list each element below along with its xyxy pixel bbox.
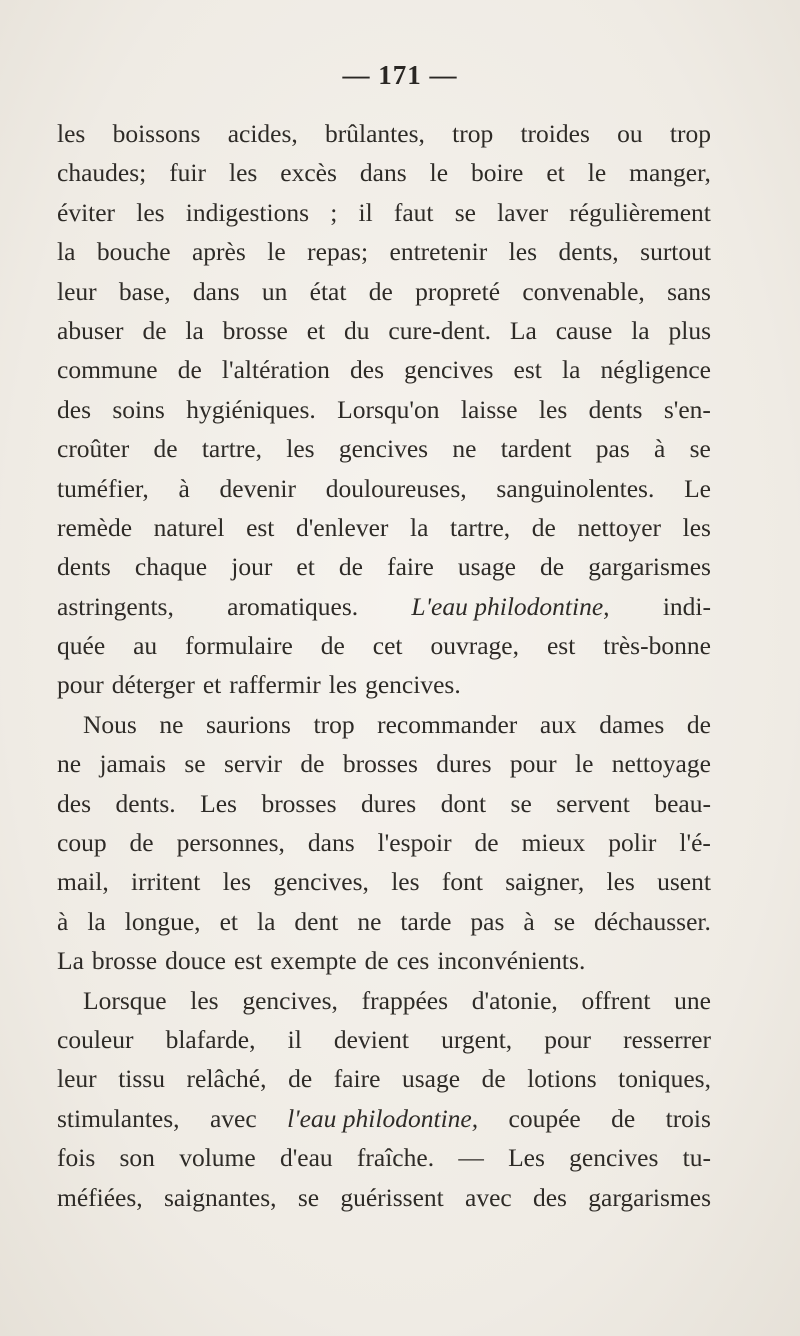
word: de	[686, 709, 711, 739]
word: aux	[539, 709, 577, 739]
word: La	[57, 946, 84, 976]
word: la	[410, 512, 429, 542]
word: brûlantes,	[325, 119, 425, 148]
word: recommander	[377, 709, 518, 739]
word: boissons	[112, 119, 201, 148]
word: excès	[280, 158, 337, 188]
word: ne	[159, 709, 184, 739]
word: servent	[556, 788, 630, 818]
text-line	[57, 823, 711, 862]
word: les	[228, 158, 258, 188]
word: repas;	[307, 237, 369, 267]
word: leur	[57, 1064, 97, 1094]
word: surtout	[640, 237, 711, 267]
word: Les	[508, 1143, 545, 1173]
word: dans	[307, 828, 355, 858]
word: de	[531, 512, 556, 542]
word: de	[320, 631, 345, 661]
word: pas	[470, 906, 505, 936]
word: devient	[333, 1024, 409, 1054]
word: méfiées,	[57, 1182, 143, 1212]
word: se	[297, 1182, 320, 1212]
word: ;	[330, 197, 338, 227]
text-line	[57, 114, 711, 153]
word: trop	[452, 119, 494, 148]
word: de	[540, 552, 565, 582]
word: avec	[465, 1182, 512, 1212]
word: gargarismes	[588, 552, 711, 582]
word: les	[190, 985, 219, 1015]
word: fraîche.	[356, 1143, 435, 1173]
word: faire	[387, 552, 434, 582]
text-line	[57, 390, 711, 429]
word: régulièrement	[569, 197, 711, 227]
word: La	[509, 315, 537, 345]
word: et	[546, 158, 565, 188]
word: toniques,	[618, 1064, 711, 1094]
word: dames	[599, 709, 665, 739]
word: lotions	[527, 1064, 597, 1094]
word: indi-	[662, 591, 711, 621]
word: pour	[57, 670, 104, 700]
word: polir	[608, 828, 657, 858]
page-body-text	[57, 114, 711, 1217]
word: usent	[657, 867, 711, 897]
word: mieux	[521, 828, 586, 858]
word: après	[191, 237, 246, 267]
word: se	[510, 788, 532, 818]
word: les	[286, 434, 315, 464]
word: jamais	[99, 749, 167, 779]
word: troides	[520, 119, 590, 148]
word: la	[256, 906, 276, 936]
word: l'é-	[679, 828, 711, 858]
word: dans	[192, 276, 240, 306]
word: laisse	[460, 394, 518, 424]
word: très-bonne	[603, 631, 711, 661]
word: Les	[200, 788, 237, 818]
text-line	[57, 193, 711, 232]
word: au	[133, 631, 158, 661]
word: gencives,	[273, 867, 369, 897]
text-line	[57, 272, 711, 311]
word: brosses	[342, 749, 418, 779]
word: font	[441, 867, 483, 897]
word: les	[391, 867, 420, 897]
word: et	[306, 315, 326, 345]
text-line	[57, 626, 711, 665]
text-line	[57, 429, 711, 468]
word: tu-	[682, 1143, 711, 1173]
word: Lorsqu'on	[337, 394, 440, 424]
word: négligence	[600, 355, 711, 385]
word: le	[429, 158, 449, 188]
word: plus	[668, 315, 711, 345]
word: pour	[544, 1024, 592, 1054]
word: le	[267, 237, 286, 267]
word: les	[328, 670, 358, 700]
word: déterger	[111, 670, 195, 700]
word: se	[553, 906, 576, 936]
word: des	[350, 355, 385, 385]
word: de	[288, 1064, 313, 1094]
word: blafarde,	[165, 1024, 256, 1054]
word: un	[261, 276, 288, 306]
word: trop	[669, 119, 711, 148]
word: chaque	[134, 552, 208, 582]
word: chaudes;	[57, 158, 147, 188]
word: tartre,	[450, 512, 511, 542]
word: les	[508, 237, 537, 267]
word: le	[575, 749, 594, 779]
word: gencives	[569, 1143, 659, 1173]
word: brosse	[222, 315, 288, 345]
word: de	[338, 552, 363, 582]
word: des	[532, 1182, 567, 1212]
word: ces	[396, 946, 430, 976]
word: entretenir	[389, 237, 488, 267]
word: sanguinolentes.	[496, 473, 655, 503]
word: tartre,	[201, 434, 262, 464]
word: se	[184, 749, 206, 779]
text-line	[57, 508, 711, 547]
word: Lorsque	[83, 985, 167, 1015]
word: et	[219, 906, 238, 936]
text-line	[57, 1020, 711, 1059]
word: les	[57, 119, 86, 148]
text-line	[57, 784, 711, 823]
word: tarde	[400, 906, 452, 936]
word: base,	[118, 276, 171, 306]
word: soins	[112, 394, 165, 424]
word: cure-dent.	[388, 315, 492, 345]
word: à	[57, 906, 69, 936]
word: astringents,	[57, 591, 174, 621]
word: nettoyage	[611, 749, 711, 779]
word: de	[129, 828, 154, 858]
word: l'altération	[221, 355, 330, 385]
text-line	[57, 1059, 711, 1098]
word: cause	[555, 315, 613, 345]
word: avec	[209, 1103, 257, 1133]
word: la	[185, 315, 204, 345]
text-line	[57, 547, 711, 586]
word: manger,	[629, 158, 711, 188]
word: —	[458, 1143, 484, 1173]
word: les	[682, 512, 711, 542]
page-number: — 171 —	[342, 60, 458, 90]
word: guérissent	[340, 1182, 444, 1212]
word: ne	[57, 749, 82, 779]
word: convenable,	[522, 276, 645, 306]
word: personnes,	[176, 828, 285, 858]
word: dent	[294, 906, 339, 936]
text-line	[57, 1178, 711, 1217]
word: douloureuses,	[325, 473, 467, 503]
text-line	[57, 1138, 711, 1177]
word: trop	[313, 709, 355, 739]
word: cet	[372, 631, 403, 661]
text-line	[57, 232, 711, 271]
word: gencives	[338, 434, 429, 464]
word: offrent	[581, 985, 651, 1015]
word: est	[513, 355, 542, 385]
text-line	[57, 153, 711, 192]
word: dents,	[558, 237, 619, 267]
word: son	[119, 1143, 155, 1173]
word: est	[233, 946, 263, 976]
word: de	[481, 1064, 506, 1094]
word: leur	[57, 276, 97, 306]
word: pas	[595, 434, 630, 464]
word: de	[474, 828, 499, 858]
word: dures	[436, 749, 492, 779]
word: la	[631, 315, 650, 345]
word: d'eau	[279, 1143, 333, 1173]
word: irritent	[131, 867, 201, 897]
word: brosse	[91, 946, 158, 976]
word: abuser	[57, 315, 124, 345]
word: croûter	[57, 434, 130, 464]
word: devenir	[219, 473, 296, 503]
word: volume	[179, 1143, 256, 1173]
word: le	[587, 158, 607, 188]
word: se	[689, 434, 711, 464]
word: ou	[617, 119, 643, 148]
word: gencives.	[365, 670, 461, 700]
word: saigner,	[505, 867, 585, 897]
word: brosses	[261, 788, 337, 818]
word: est	[546, 631, 576, 661]
word: fois	[57, 1143, 96, 1173]
word: saignantes,	[163, 1182, 277, 1212]
word: servir	[223, 749, 283, 779]
word: douce	[165, 946, 226, 976]
word: commune	[57, 355, 158, 385]
word: resserrer	[623, 1024, 711, 1054]
word: d'atonie,	[471, 985, 558, 1015]
word: beau-	[654, 788, 711, 818]
word: déchausser.	[594, 906, 711, 936]
word: de	[368, 276, 393, 306]
word: tissu	[118, 1064, 165, 1094]
word: pour	[509, 749, 557, 779]
text-line	[57, 902, 711, 941]
word: s'en-	[663, 394, 711, 424]
word: usage	[457, 552, 516, 582]
word: dures	[361, 788, 417, 818]
word: à	[523, 906, 535, 936]
word: dont	[440, 788, 487, 818]
word: gencives	[404, 355, 494, 385]
word: saurions	[205, 709, 291, 739]
word: la	[87, 906, 106, 936]
word: frappées	[361, 985, 449, 1015]
word: tardent	[500, 434, 572, 464]
word: jour	[231, 552, 273, 582]
word: exempte	[270, 946, 357, 976]
word: propreté	[415, 276, 501, 306]
text-line	[57, 744, 711, 783]
word: de	[364, 946, 389, 976]
word: de	[177, 355, 202, 385]
word: indigestions	[185, 197, 310, 227]
word: de	[153, 434, 178, 464]
word: les	[136, 197, 165, 227]
word: se	[454, 197, 476, 227]
word: ne	[452, 434, 477, 464]
word: de	[142, 315, 167, 345]
word: longue,	[124, 906, 201, 936]
text-line	[57, 941, 711, 980]
word: aromatiques.	[227, 591, 359, 621]
word: trois	[665, 1103, 711, 1133]
word: les	[222, 867, 252, 897]
word: hygiéniques.	[186, 394, 316, 424]
word: coup	[57, 828, 107, 858]
word: ouvrage,	[430, 631, 520, 661]
word: les	[538, 394, 568, 424]
word: faire	[333, 1064, 381, 1094]
word: d'enlever	[296, 512, 389, 542]
word: il	[287, 1024, 302, 1054]
word: ne	[357, 906, 382, 936]
text-line	[57, 665, 711, 704]
word: l'espoir	[377, 828, 452, 858]
word: usage	[401, 1064, 461, 1094]
word: de	[611, 1103, 636, 1133]
word: boire	[470, 158, 524, 188]
word: relâché,	[186, 1064, 267, 1094]
text-line	[57, 587, 711, 626]
word: stimulantes,	[57, 1103, 180, 1133]
word: nettoyer	[577, 512, 662, 542]
word: naturel	[153, 512, 225, 542]
word: remède	[57, 512, 133, 542]
text-line	[57, 981, 711, 1020]
word: éviter	[57, 197, 116, 227]
text-line	[57, 350, 711, 389]
word: à	[654, 434, 666, 464]
word: les	[606, 867, 635, 897]
word: sans	[667, 276, 711, 306]
word: acides,	[227, 119, 298, 148]
word: est	[246, 512, 275, 542]
word: l'eau philodontine,	[287, 1103, 479, 1133]
word: du	[344, 315, 370, 345]
word: des	[57, 394, 91, 424]
text-line	[57, 862, 711, 901]
word: coupée	[508, 1103, 581, 1133]
text-line	[57, 1099, 711, 1138]
word: dents.	[115, 788, 176, 818]
word: dents	[588, 394, 643, 424]
word: et	[296, 552, 315, 582]
word: laver	[497, 197, 549, 227]
word: de	[300, 749, 325, 779]
word: raffermir	[229, 670, 321, 700]
word: dans	[359, 158, 407, 188]
word: quée	[57, 631, 106, 661]
word: gargarismes	[588, 1182, 711, 1212]
word: Le	[684, 473, 711, 503]
text-line	[57, 469, 711, 508]
word: formulaire	[185, 631, 293, 661]
text-line	[57, 311, 711, 350]
word: L'eau philodontine,	[411, 591, 610, 621]
word: la	[57, 237, 76, 267]
word: et	[202, 670, 222, 700]
word: état	[309, 276, 347, 306]
word: la	[562, 355, 581, 385]
word: inconvénients.	[437, 946, 586, 976]
word: urgent,	[441, 1024, 513, 1054]
word: couleur	[57, 1024, 134, 1054]
word: bouche	[96, 237, 171, 267]
word: à	[178, 473, 190, 503]
word: des	[57, 788, 91, 818]
word: Nous	[83, 709, 137, 739]
word: une	[674, 985, 711, 1015]
word: tuméfier,	[57, 473, 149, 503]
word: mail,	[57, 867, 109, 897]
word: faut	[393, 197, 434, 227]
word: fuir	[169, 158, 207, 188]
word: gencives,	[242, 985, 338, 1015]
word: il	[358, 197, 373, 227]
word: dents	[57, 552, 111, 582]
text-line	[57, 705, 711, 744]
